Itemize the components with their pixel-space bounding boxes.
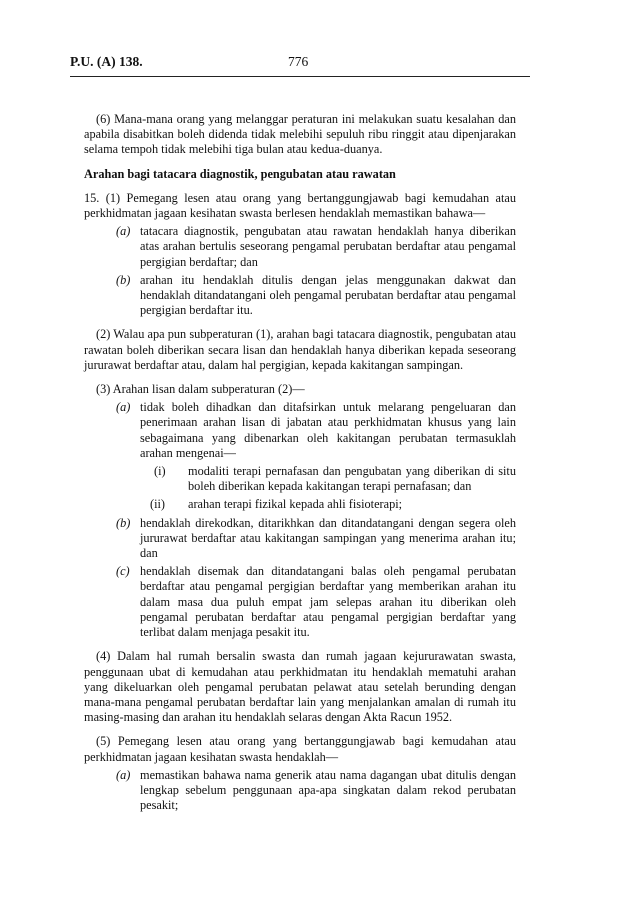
sub-list-item [84,464,516,494]
item-label: (b) [116,515,131,530]
list-item [84,224,516,270]
item-label: (b) [116,272,131,287]
subregulation-5-intro: (5) Pemegang lesen atau orang yang bertanggungjawab bagi kemudahan atau perkhidmatan jagaan kesihatan swasta hendaklah— [84,734,516,764]
item-text: memastikan bahawa nama generik atau nama dagangan ubat ditulis dengan lengkap sebelum penggunaan apa-apa singkatan dalam rekod perubatan pesakit; [140,767,516,813]
document-body [84,112,516,813]
item-label: (c) [116,564,130,579]
item-text: tatacara diagnostik, pengubatan atau rawatan hendaklah hanya diberikan atas arahan bertulis seseorang pengamal perubatan berdaftar atau pengamal pergigian berdaftar; dan [140,224,516,269]
list-item [84,516,516,562]
page-header [70,54,530,77]
list-item [84,768,516,814]
gazette-reference: P.U. (A) 138. [70,54,143,69]
section-heading: Arahan bagi tatacara diagnostik, pengubatan atau rawatan [84,166,396,181]
list-item [84,564,516,640]
regulation-15-intro: 15. (1) Pemegang lesen atau orang yang bertanggungjawab bagi kemudahan atau perkhidmatan jagaan kesihatan swasta berlesen hendaklah memastikan bahawa— [84,190,516,221]
item-label: (a) [116,224,131,239]
subregulation-6: (6) Mana-mana orang yang melanggar peraturan ini melakukan suatu kesalahan dan apabila disabitkan boleh didenda tidak melebihi sepuluh ribu ringgit atau dipenjarakan selama tempoh tidak melebihi tiga bulan atau kedua-duanya. [84,112,516,157]
item-label: (a) [116,767,131,782]
item-text: arahan itu hendaklah ditulis dengan jelas menggunakan dakwat dan hendaklah ditandatangani oleh pengamal perubatan berdaftar atau pengamal pergigian berdaftar itu. [140,272,516,318]
item-label: (ii) [150,497,166,512]
item-text: hendaklah disemak dan ditandatangani balas oleh pengamal perubatan berdaftar atau pengamal pergigian berdaftar yang memberikan arahan itu dalam masa dua puluh empat jam selepas arahan itu diberikan oleh pengamal perubatan berdaftar atau pengamal pergigian berdaftar yang terlibat dalam menjaga pesakit itu. [140,564,516,640]
item-text: modaliti terapi pernafasan dan pengubatan yang diberikan di situ boleh diberikan kepada kakitangan terapi pernafasan; dan [188,464,516,494]
item-text: hendaklah direkodkan, ditarikhkan dan ditandatangani dengan segera oleh jururawat berdaftar atau kakitangan sampingan yang menerima arahan itu; dan [140,515,516,561]
item-label: (a) [116,400,131,415]
subregulation-2: (2) Walau apa pun subperaturan (1), arahan bagi tatacara diagnostik, pengubatan atau rawatan boleh diberikan secara lisan dan hendaklah hanya diberikan kepada seseorang jururawat berdaftar atau, dalam hal pergigian, kepada kakitangan sampingan. [84,327,516,372]
item-text: arahan terapi fizikal kepada ahli fisioterapi; [188,497,403,512]
subregulation-3-intro: (3) Arahan lisan dalam subperaturan (2)— [96,382,305,397]
item-label: (i) [154,464,166,479]
page-number: 776 [288,54,309,69]
list-item [84,400,516,461]
item-text: tidak boleh dihadkan dan ditafsirkan untuk melarang pengeluaran dan penerimaan arahan lisan di jabatan atau perkhidmatan khusus yang lain sebagaimana yang dibenarkan oleh kakitangan perubatan termasuklah arahan mengenai— [140,400,516,460]
list-item [84,273,516,319]
subregulation-4: (4) Dalam hal rumah bersalin swasta dan rumah jagaan kejururawatan swasta, penggunaan ubat di kemudahan atau perkhidmatan itu hendaklah mematuhi arahan yang dikeluarkan oleh pengamal perubatan pelawat atau setelah berunding dengan mana-mana pengamal perubatan berdaftar lain yang menjalankan amalan di rumah itu masing-masing dan arahan itu hendaklah selaras dengan Akta Racun 1952. [84,649,516,725]
sub-list-item [84,497,516,512]
